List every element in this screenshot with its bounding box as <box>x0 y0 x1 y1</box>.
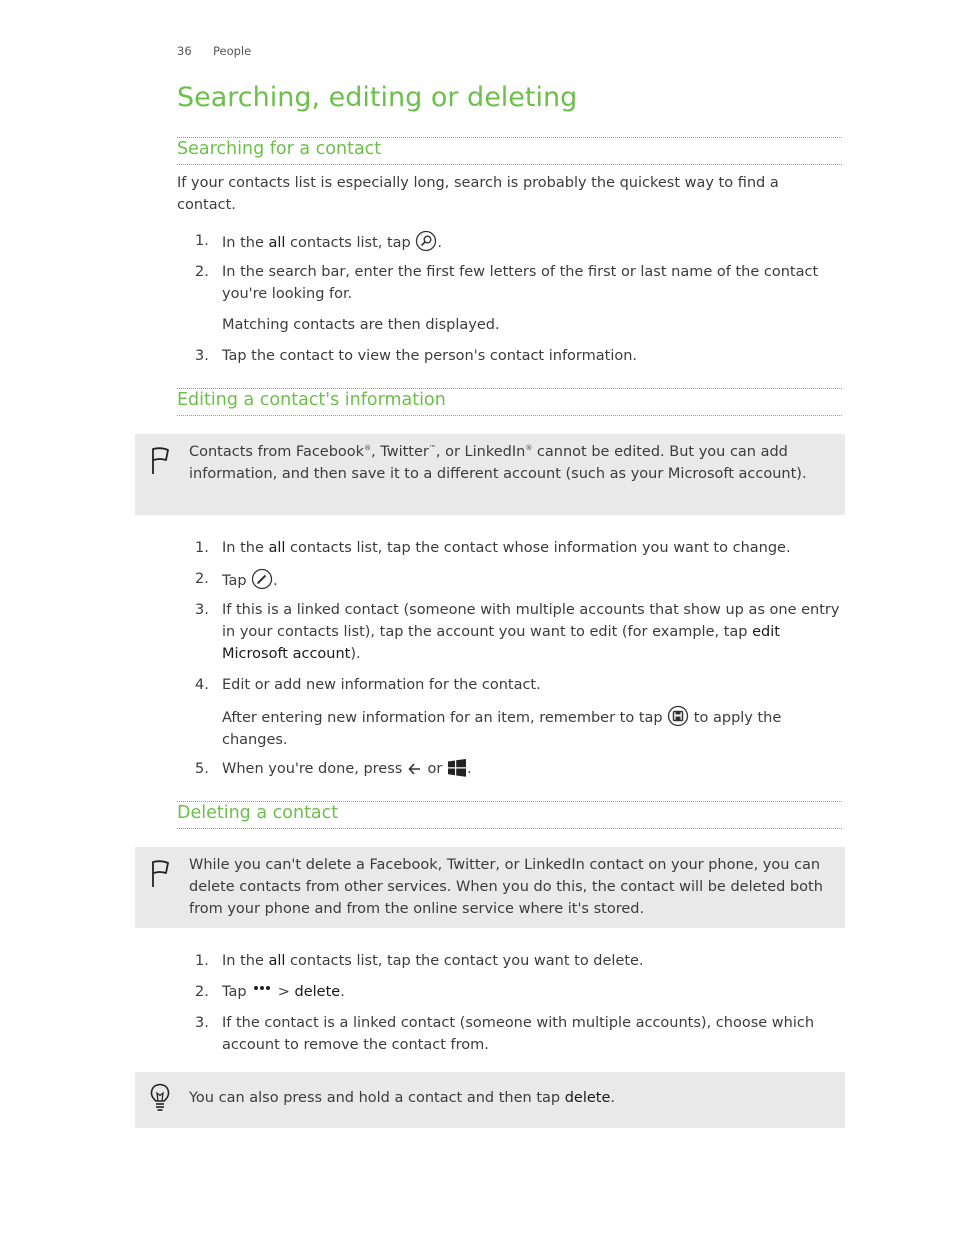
step-number: 3. <box>195 602 209 618</box>
step-number: 3. <box>195 348 209 364</box>
section-heading-searching <box>177 137 842 165</box>
note-box <box>135 847 845 928</box>
save-icon <box>667 705 689 727</box>
step-text: If this is a linked contact (someone with multiple accounts that show up as one entry in your contacts list), tap the account you want to edit (for example, tap edit Microsoft account). <box>222 602 840 662</box>
intro-paragraph: If your contacts list is especially long, search is probably the quickest way to find a contact. <box>177 175 779 213</box>
step-number: 2. <box>195 571 209 587</box>
step-subtext: After entering new information for an item, remember to tap to apply the changes. <box>222 705 842 751</box>
running-header-section: People <box>213 44 252 58</box>
search-icon <box>415 230 437 252</box>
section-heading-text: Searching for a contact <box>177 139 382 159</box>
section-heading-editing <box>177 388 842 416</box>
windows-icon <box>447 758 467 778</box>
step-number: 3. <box>195 1015 209 1031</box>
flag-icon <box>149 446 171 476</box>
section-heading-text: Editing a contact's information <box>177 390 446 410</box>
step-number: 1. <box>195 953 209 969</box>
edit-icon <box>251 568 273 590</box>
flag-icon <box>149 859 171 889</box>
back-arrow-icon <box>407 760 423 778</box>
step-text: Tap the contact to view the person's contact information. <box>222 348 638 364</box>
step-number: 1. <box>195 540 209 556</box>
step-number: 4. <box>195 677 209 693</box>
section-heading-deleting <box>177 801 842 829</box>
note-box <box>135 434 845 515</box>
step-number: 2. <box>195 984 209 1000</box>
step-text: Tap . <box>222 568 842 592</box>
lightbulb-icon <box>149 1082 171 1114</box>
step-text: In the search bar, enter the first few letters of the first or last name of the contact you're looking for. <box>222 264 819 302</box>
step-subtext: Matching contacts are then displayed. <box>222 317 500 333</box>
page-number: 36 <box>177 44 192 58</box>
step-number: 1. <box>195 233 209 249</box>
step-text: If the contact is a linked contact (someone with multiple accounts), choose which account to remove the contact from. <box>222 1015 815 1053</box>
section-heading-text: Deleting a contact <box>177 803 339 823</box>
note-text: While you can't delete a Facebook, Twitter, or LinkedIn contact on your phone, you can delete contacts from other services. When you do this, the contact will be deleted both from your phone and from the online service where it's stored. <box>189 857 823 917</box>
more-dots-icon <box>251 981 273 995</box>
page-title: Searching, editing or deleting <box>177 82 578 113</box>
step-number: 5. <box>195 761 209 777</box>
tip-box <box>135 1072 845 1128</box>
step-text: Edit or add new information for the contact. <box>222 677 541 693</box>
step-text: Tap > delete. <box>222 981 842 1003</box>
step-text: When you're done, press or . <box>222 758 842 780</box>
step-text: In the all contacts list, tap . <box>222 230 842 254</box>
step-text: In the all contacts list, tap the contact you want to delete. <box>222 953 644 969</box>
step-number: 2. <box>195 264 209 280</box>
step-text: In the all contacts list, tap the contact whose information you want to change. <box>222 540 791 556</box>
tip-text: You can also press and hold a contact and then tap delete. <box>189 1090 616 1106</box>
note-text: Contacts from Facebook®, Twitter™, or LinkedIn® cannot be edited. But you can add information, and then save it to a different account (such as your Microsoft account). <box>189 444 807 482</box>
